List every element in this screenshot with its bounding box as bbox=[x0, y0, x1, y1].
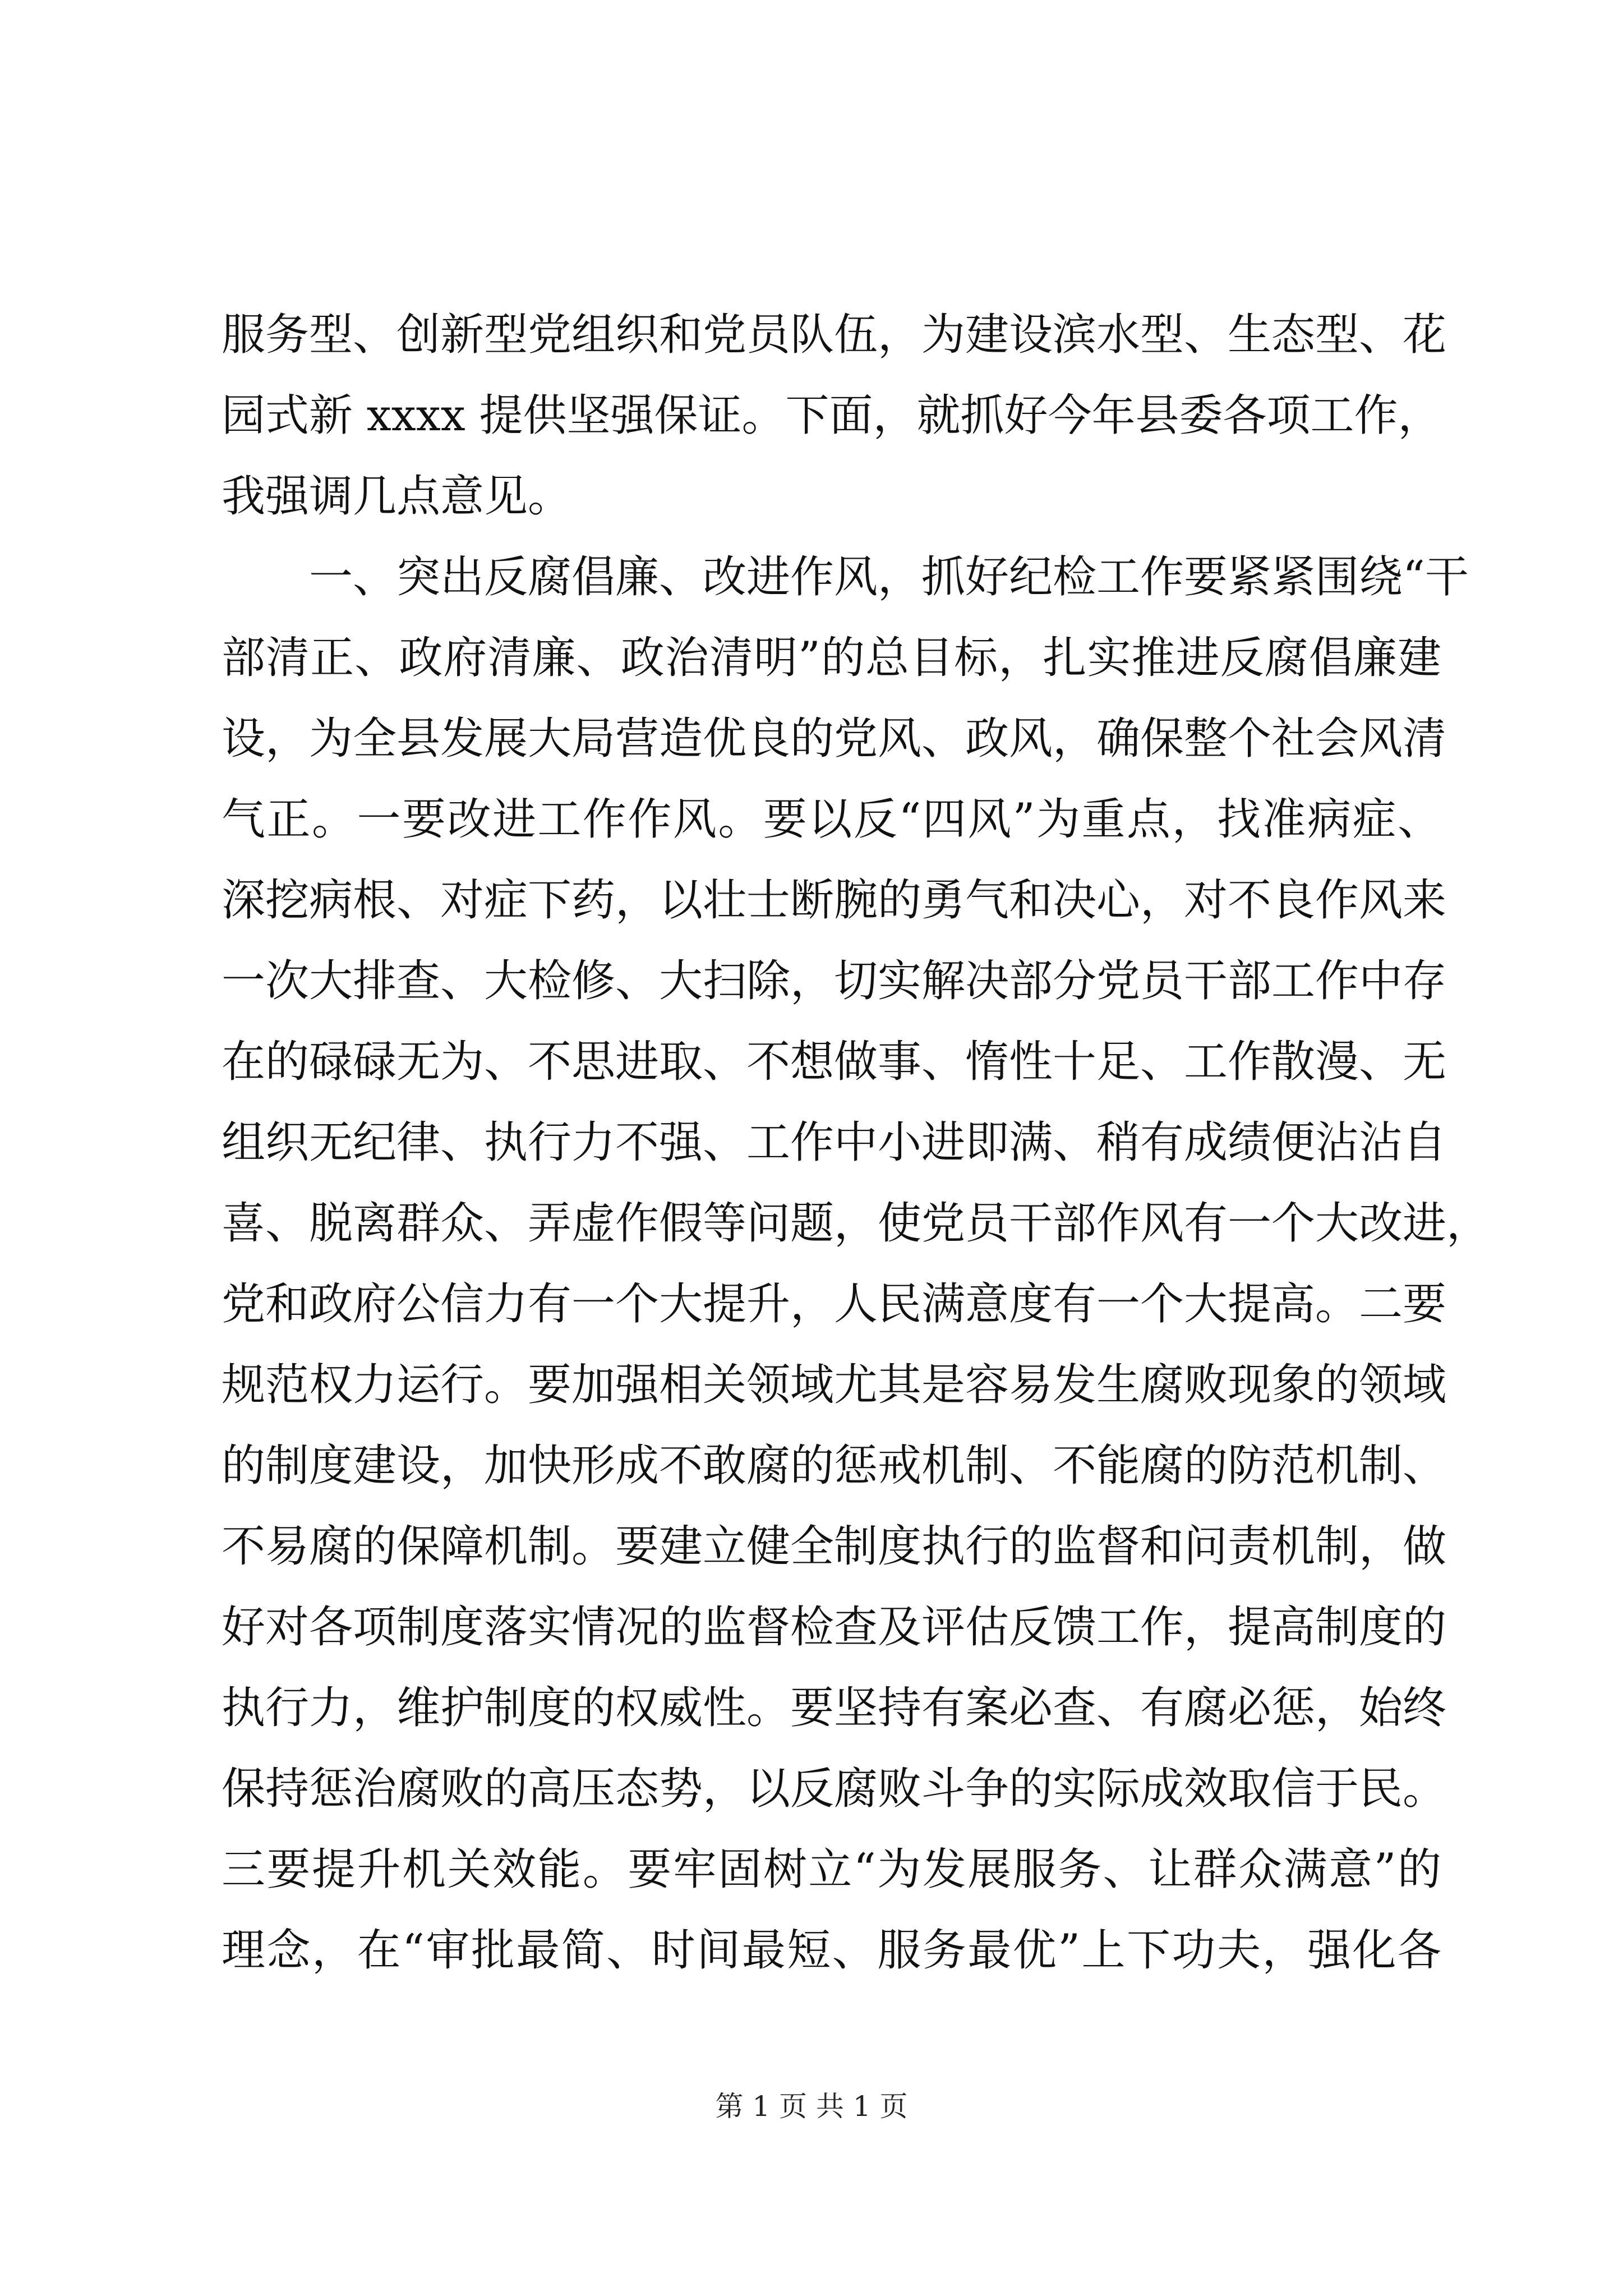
text-line: 组织无纪律、执行力不强、工作中小进即满、稍有成绩便沾沾自 bbox=[222, 1117, 1447, 1168]
text-line: 的制度建设，加快形成不敢腐的惩戒机制、不能腐的防范机制、 bbox=[222, 1441, 1447, 1491]
text-line: 党和政府公信力有一个大提升，人民满意度有一个大提高。二要 bbox=[222, 1279, 1447, 1329]
page-footer: 第 1 页 共 1 页 bbox=[715, 2090, 908, 2123]
text-line: 园式新 xxxx 提供坚强保证。下面，就抓好今年县委各项工作， bbox=[222, 390, 1442, 441]
text-line: 一次大排查、大检修、大扫除，切实解决部分党员干部工作中存 bbox=[222, 956, 1447, 1006]
text-line: 不易腐的保障机制。要建立健全制度执行的监督和问责机制，做 bbox=[222, 1521, 1447, 1572]
paragraph-first-line: 一、突出反腐倡廉、改进作风，抓好纪检工作要紧紧围绕“干 bbox=[309, 552, 1469, 602]
text-line: 深挖病根、对症下药，以壮士断腕的勇气和决心，对不良作风来 bbox=[222, 875, 1447, 926]
text-line: 规范权力运行。要加强相关领域尤其是容易发生腐败现象的领域 bbox=[222, 1360, 1447, 1410]
text-line: 设，为全县发展大局营造优良的党风、政风，确保整个社会风清 bbox=[222, 714, 1447, 764]
text-line: 保持惩治腐败的高压态势，以反腐败斗争的实际成效取信于民。 bbox=[222, 1764, 1447, 1814]
text-line: 气正。一要改进工作作风。要以反“四风”为重点，找准病症、 bbox=[222, 794, 1441, 845]
text-line: 执行力，维护制度的权威性。要坚持有案必查、有腐必惩，始终 bbox=[222, 1683, 1447, 1733]
text-line: 服务型、创新型党组织和党员队伍，为建设滨水型、生态型、花 bbox=[222, 310, 1447, 360]
text-line: 三要提升机关效能。要牢固树立“为发展服务、让群众满意”的 bbox=[222, 1844, 1441, 1895]
text-line: 在的碌碌无为、不思进取、不想做事、惰性十足、工作散漫、无 bbox=[222, 1037, 1447, 1087]
text-line: 喜、脱离群众、弄虚作假等问题，使党员干部作风有一个大改进， bbox=[222, 1198, 1491, 1249]
document-body bbox=[222, 295, 1491, 1991]
text-line: 好对各项制度落实情况的监督检查及评估反馈工作，提高制度的 bbox=[222, 1602, 1447, 1653]
text-line: 部清正、政府清廉、政治清明”的总目标，扎实推进反腐倡廉建 bbox=[222, 633, 1441, 683]
text-line: 我强调几点意见。 bbox=[222, 471, 572, 522]
text-line: 理念，在“审批最简、时间最短、服务最优”上下功夫，强化各 bbox=[222, 1925, 1441, 1976]
